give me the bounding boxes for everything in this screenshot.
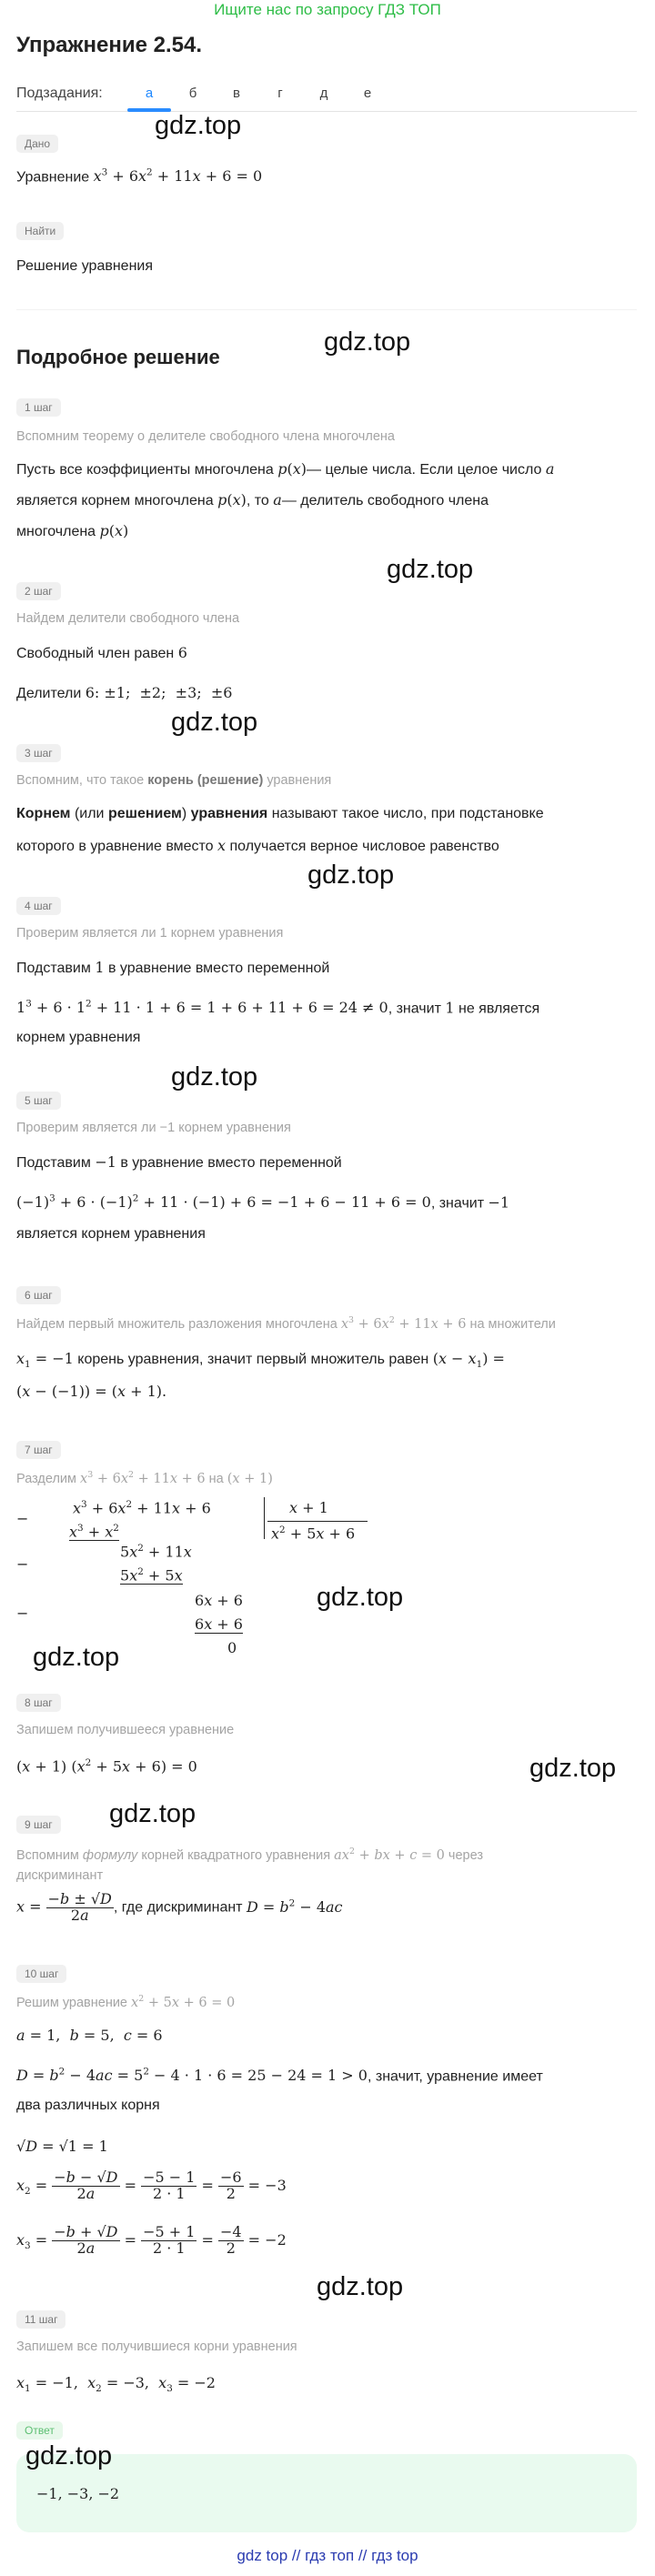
search-banner[interactable]: Ищите нас по запросу ГДЗ ТОП [214, 1, 441, 18]
step-hint: Найдем первый множитель разложения многочлена $x^3 + 6x^2 + 11x + 6$ на множители [16, 1315, 556, 1332]
step-text: a = 1, b = 5, c = 6 [16, 2027, 163, 2044]
step-text: многочлена p(x) [16, 522, 129, 539]
step-text: Корнем (или решением) уравнения называют такое число, при подстановке [16, 806, 544, 821]
step-hint: Найдем делители свободного члена [16, 611, 240, 626]
watermark: gdz.top [171, 1062, 258, 1092]
division-row: $x^3 + x^2$ [69, 1523, 119, 1541]
step-text: $x_1 = -1$, $x_2 = -3$, $x_3 = -2$ [16, 2374, 216, 2395]
footer-links[interactable]: gdz top // гдз топ // гдз top [237, 2547, 418, 2564]
step-hint: Вспомним, что такое корень (решение) уравнения [16, 773, 332, 788]
step-text: $D = b^2 - 4ac = 5^2 - 4 \cdot 1 \cdot 6 = 25 - 24 = 1 > 0$, значит, уравнение имеет [16, 2067, 543, 2085]
answer-badge: Ответ [16, 2421, 63, 2440]
step-badge: 3 шаг [16, 744, 61, 762]
step-badge: 11 шаг [16, 2310, 66, 2329]
step-hint: Запишем получившееся уравнение [16, 1723, 235, 1737]
step-badge: 6 шаг [16, 1286, 61, 1304]
minus-sign: − [16, 1510, 29, 1527]
find-text: Решение уравнения [16, 258, 154, 274]
remainder: 0 [227, 1639, 237, 1656]
given-text: Уравнение $x^3 + 6x^2 + 11x + 6 = 0$ [16, 167, 263, 186]
step-text: Свободный член равен 6 [16, 644, 187, 661]
watermark: gdz.top [171, 708, 258, 737]
watermark: gdz.top [155, 111, 242, 140]
watermark: gdz.top [387, 555, 474, 584]
tab-e[interactable]: е [363, 86, 372, 101]
division-row: 6x + 6 [195, 1615, 243, 1633]
quotient: $x^2 + 5x + 6$ [271, 1524, 356, 1543]
answer-text: −1, −3, −2 [36, 2485, 120, 2502]
step-text: является корнем уравнения [16, 1226, 206, 1242]
step-text: которого в уравнение вместо x получается верное числовое равенство [16, 837, 499, 854]
step-badge: 10 шаг [16, 1965, 66, 1983]
find-badge: Найти [16, 222, 64, 240]
watermark: gdz.top [25, 2441, 113, 2470]
watermark: gdz.top [307, 860, 395, 890]
step-text: √D = √1 = 1 [16, 2138, 108, 2155]
step-badge: 8 шаг [16, 1694, 61, 1712]
step-text: Делители 6: ±1; ±2; ±3; ±6 [16, 684, 233, 701]
watermark: gdz.top [317, 2272, 404, 2301]
division-row: $5x^2 + 5x$ [120, 1566, 183, 1585]
division-row: $5x^2 + 11x$ [120, 1543, 192, 1561]
step-badge: 4 шаг [16, 897, 61, 915]
step-text: (x + 1) $(x^2 + 5x + 6) = 0$ [16, 1757, 197, 1776]
step-badge: 1 шаг [16, 398, 61, 417]
step-text: $x_1 = -1$ корень уравнения, значит первый множитель равен $(x - x_1)$ = [16, 1350, 505, 1371]
step-badge: 2 шаг [16, 582, 61, 600]
root-x3: $x_3$ = $\frac{-b + √D}{2a}$ = $\frac{-5 + 1}{2 \cdot 1}$ = $\frac{-4}{2}$ = −2 [16, 2223, 287, 2257]
tab-d[interactable]: д [319, 86, 328, 101]
subtasks-label: Подзадания: [16, 86, 103, 101]
step-hint: дискриминант [16, 1868, 104, 1883]
minus-sign: − [16, 1605, 29, 1622]
division-bar [264, 1497, 265, 1539]
quadratic-formula: x = $\frac{-b \pm √D}{2a}$ , где дискриминант $D = b^2 - 4ac$ [16, 1890, 343, 1924]
step-text: Подставим −1 в уравнение вместо переменной [16, 1153, 342, 1171]
tab-v[interactable]: в [233, 86, 240, 101]
step-hint: Решим уравнение $x^2 + 5x + 6 = 0$ [16, 1994, 236, 2010]
tabs-divider [16, 111, 637, 112]
section-divider [16, 309, 637, 310]
divisor-line [267, 1521, 368, 1522]
solution-title: Подробное решение [16, 346, 220, 368]
given-badge: Дано [16, 135, 58, 153]
step-text: является корнем многочлена p(x), то a— делитель свободного члена [16, 491, 489, 508]
step-text: $1^3 + 6 \cdot 1^2 + 11 \cdot 1 + 6 = 1 + 6 + 11 + 6 = 24 \ne 0$, значит 1 не является [16, 999, 540, 1017]
tab-b[interactable]: б [188, 86, 197, 101]
step-hint: Вспомним формулу корней квадратного уравнения $ax^2$ + bx + c = 0 через [16, 1846, 484, 1863]
page-title: Упражнение 2.54. [16, 33, 203, 57]
watermark: gdz.top [317, 1583, 404, 1612]
step-badge: 5 шаг [16, 1092, 61, 1110]
step-hint: Запишем все получившиеся корни уравнения [16, 2340, 297, 2354]
step-badge: 7 шаг [16, 1441, 61, 1459]
step-text: (x − (−1)) = (x + 1). [16, 1383, 167, 1400]
minus-sign: − [16, 1555, 29, 1573]
long-division [16, 1492, 380, 1665]
step-hint: Вспомним теорему о делителе свободного члена многочлена [16, 429, 395, 444]
step-hint: Проверим является ли −1 корнем уравнения [16, 1121, 291, 1135]
step-text: $(-1)^3 + 6 \cdot (-1)^2 + 11 \cdot (-1) + 6 = -1 + 6 - 11 + 6 = 0$, значит −1 [16, 1193, 510, 1212]
tab-g[interactable]: г [277, 86, 283, 101]
step-badge: 9 шаг [16, 1816, 61, 1834]
watermark: gdz.top [529, 1754, 617, 1783]
step-text: Пусть все коэффициенты многочлена p(x)— целые числа. Если целое число a [16, 460, 555, 478]
step-text: корнем уравнения [16, 1030, 141, 1045]
step-hint: Проверим является ли 1 корнем уравнения [16, 926, 284, 941]
dividend: $x^3 + 6x^2 + 11x + 6$ [73, 1499, 211, 1517]
step-hint: Разделим $x^3 + 6x^2 + 11x + 6$ на (x + 1) [16, 1470, 273, 1486]
divisor: x + 1 [289, 1499, 328, 1516]
step-text: Подставим 1 в уравнение вместо переменной [16, 959, 330, 976]
step-text: два различных корня [16, 2098, 160, 2113]
watermark: gdz.top [33, 1643, 120, 1672]
division-row: 6x + 6 [195, 1592, 243, 1609]
tab-a[interactable]: а [145, 86, 154, 101]
watermark: gdz.top [109, 1799, 196, 1828]
root-x2: $x_2$ = $\frac{-b - √D}{2a}$ = $\frac{-5 - 1}{2 \cdot 1}$ = $\frac{-6}{2}$ = −3 [16, 2168, 287, 2202]
watermark: gdz.top [324, 327, 411, 357]
